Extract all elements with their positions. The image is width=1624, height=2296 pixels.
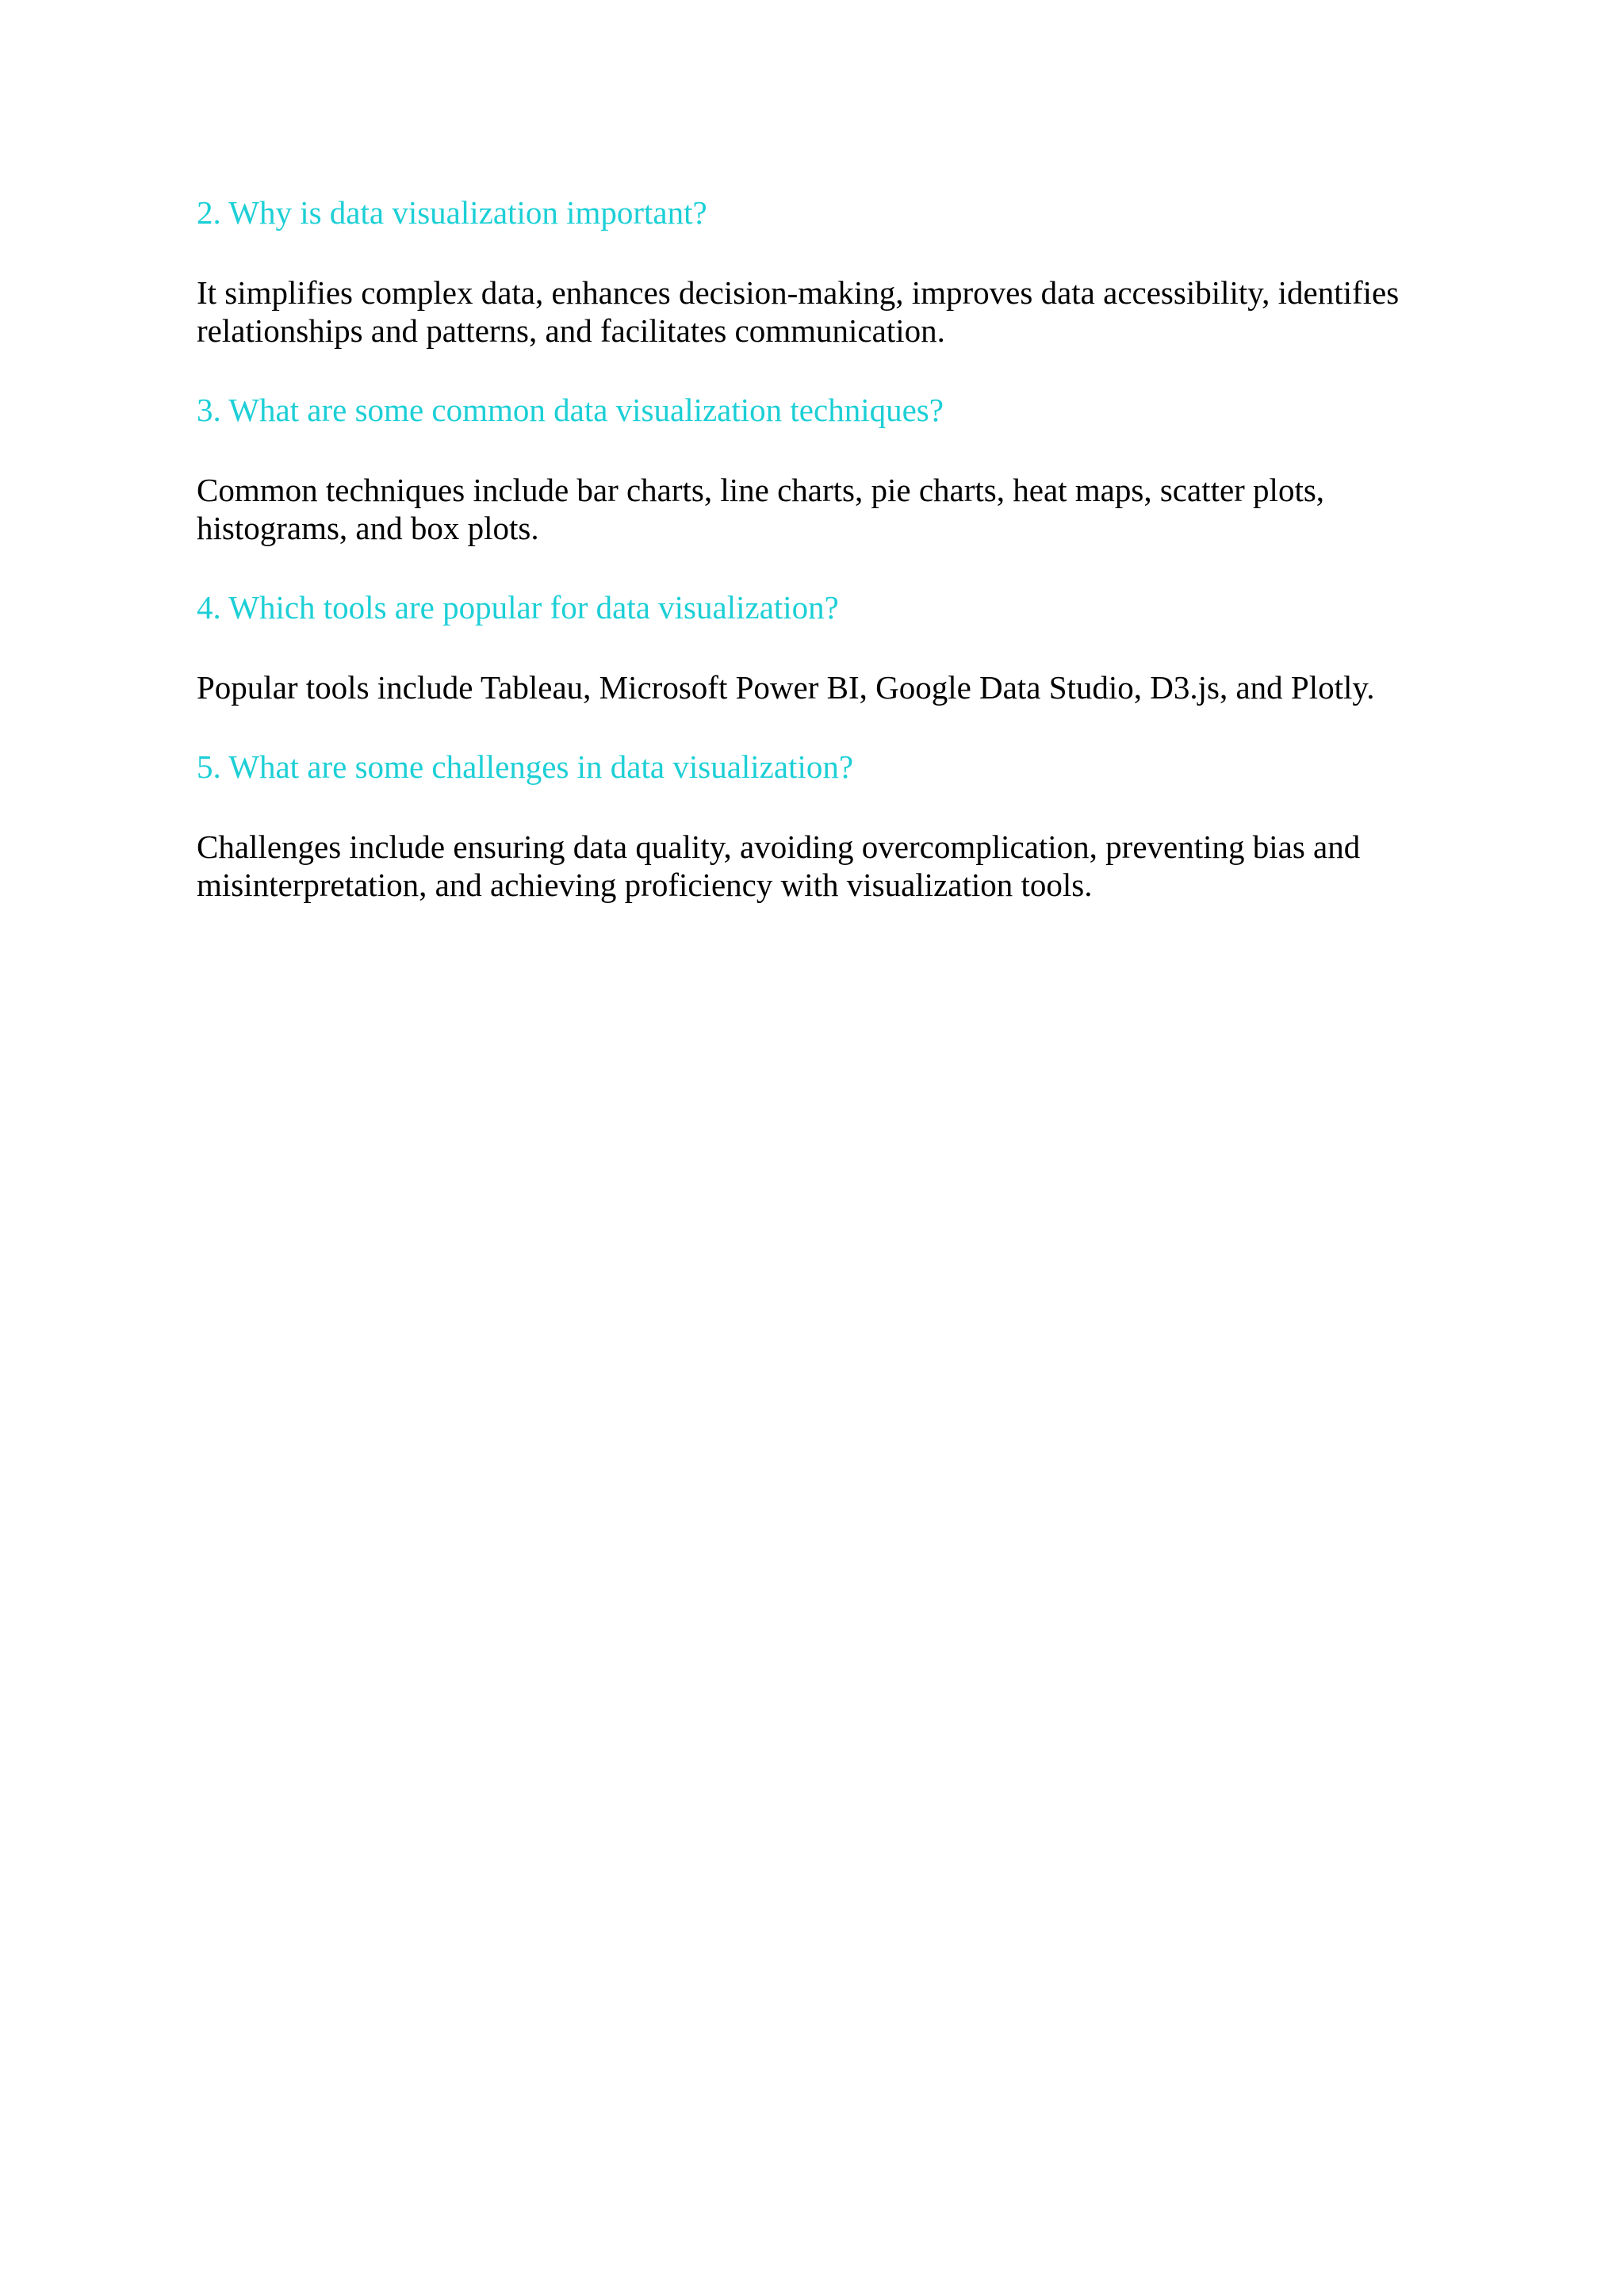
faq-answer: Popular tools include Tableau, Microsoft Power BI, Google Data Studio, D3.js, and Plotly. — [197, 669, 1375, 706]
faq-question: 4. Which tools are popular for data visualization? — [197, 589, 839, 626]
faq-answer: Challenges include ensuring data quality, avoiding overcomplication, preventing bias and misinterpretation, and achieving proficiency with visualization tools. — [197, 828, 1361, 903]
faq-content — [197, 193, 1465, 904]
faq-question: 3. What are some common data visualization techniques? — [197, 392, 944, 428]
faq-answer: It simplifies complex data, enhances decision-making, improves data accessibility, identifies relationships and patterns, and facilitates communication. — [197, 274, 1400, 349]
faq-question: 5. What are some challenges in data visualization? — [197, 748, 854, 785]
faq-question: 2. Why is data visualization important? — [197, 194, 707, 231]
faq-answer: Common techniques include bar charts, line charts, pie charts, heat maps, scatter plots, histograms, and box plots. — [197, 472, 1325, 546]
faq-item — [197, 391, 1465, 547]
faq-item — [197, 748, 1465, 904]
faq-item — [197, 193, 1465, 350]
faq-item — [197, 588, 1465, 706]
